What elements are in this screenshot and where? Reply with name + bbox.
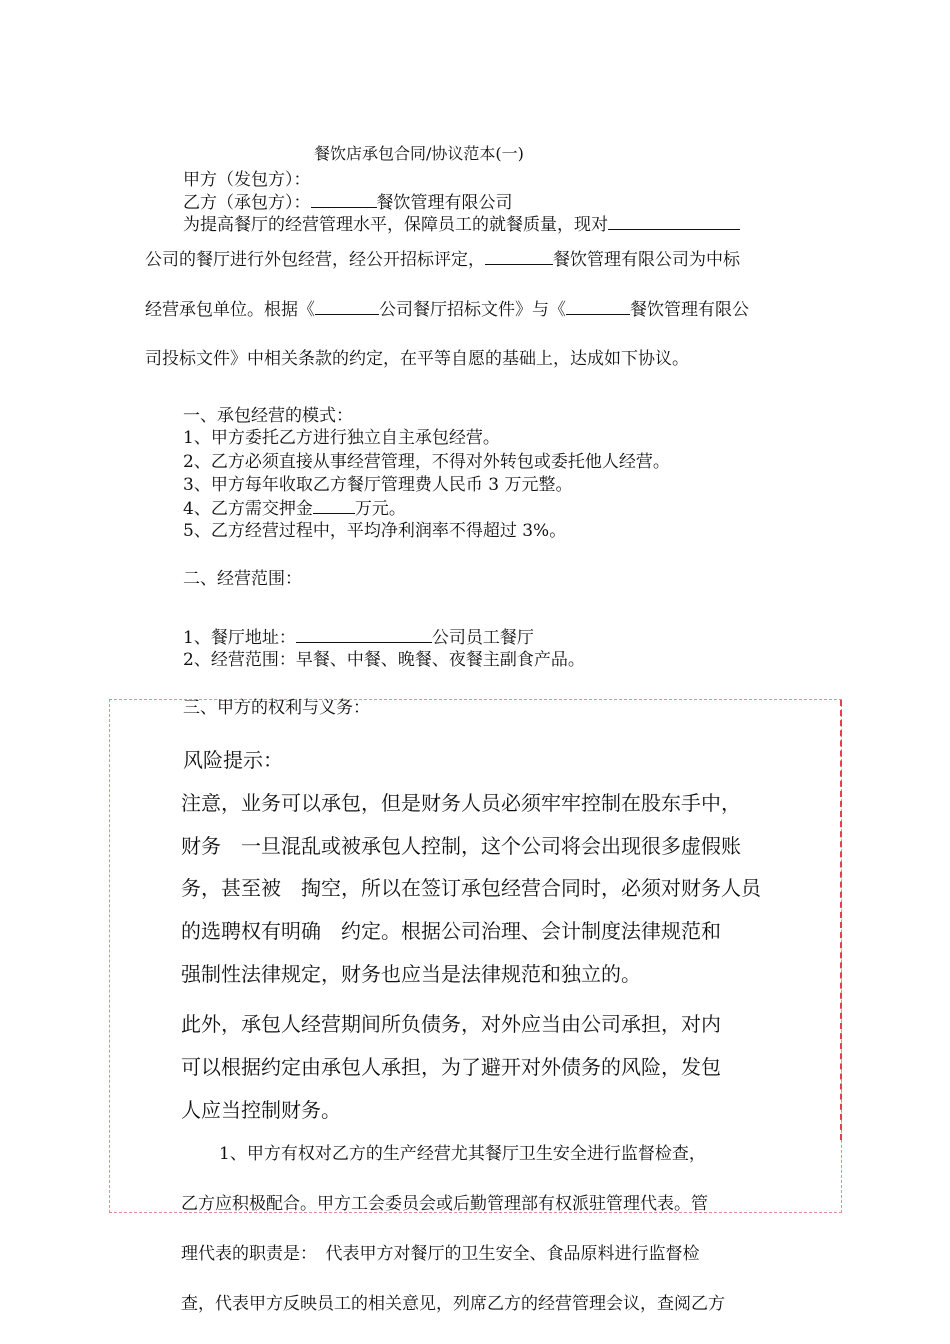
section-2-item-1 xyxy=(183,626,534,649)
section-1-item-4 xyxy=(183,497,406,520)
intro-blank-2 xyxy=(485,248,553,265)
section-2-heading: 二、经营范围： xyxy=(183,569,302,589)
risk-tip-box xyxy=(109,699,842,1213)
risk-box-right-border xyxy=(840,700,842,1140)
party-b-blank xyxy=(311,191,377,208)
risk-p2-line-1: 此外，承包人经营期间所负债务，对外应当由公司承担，对内 xyxy=(181,1012,721,1036)
party-b-prefix: 乙方（承包方）： xyxy=(183,193,311,213)
address-suffix: 公司员工餐厅 xyxy=(431,628,534,648)
party-b-line xyxy=(183,191,513,214)
document-title: 餐饮店承包合同/协议范本(一) xyxy=(314,144,524,163)
intro-line-4: 司投标文件》中相关条款的约定，在平等自愿的基础上，达成如下协议。 xyxy=(145,349,689,369)
risk-p1-line-1: 注意，业务可以承包，但是财务人员必须牢牢控制在股东手中， xyxy=(181,791,741,815)
risk-p1-line-4: 的选聘权有明确 约定。根据公司治理、会计制度法律规范和 xyxy=(181,919,721,943)
section-1-item-2: 2、乙方必须直接从事经营管理，不得对外转包或委托他人经营。 xyxy=(183,452,670,472)
intro-text-3b: 公司餐厅招标文件》与《 xyxy=(379,300,566,320)
clause-1-line-4: 查，代表甲方反映员工的相关意见，列席乙方的经营管理会议，查阅乙方 xyxy=(181,1294,725,1314)
risk-p1-line-3: 务，甚至被 掏空，所以在签订承包经营合同时，必须对财务人员 xyxy=(181,876,761,900)
intro-text-2b: 餐饮管理有限公司为中标 xyxy=(553,250,740,270)
section-3-heading: 三、甲方的权利与义务： xyxy=(183,698,370,718)
clause-1-line-2: 乙方应积极配合。甲方工会委员会或后勤管理部有权派驻管理代表。管 xyxy=(181,1194,708,1214)
item-4-text-b: 万元。 xyxy=(354,499,406,519)
risk-p2-line-2: 可以根据约定由承包人承担，为了避开对外债务的风险，发包 xyxy=(181,1055,721,1079)
intro-text-2a: 公司的餐厅进行外包经营，经公开招标评定， xyxy=(145,250,485,270)
section-2-item-2: 2、经营范围：早餐、中餐、晚餐、夜餐主副食产品。 xyxy=(183,650,585,670)
risk-heading: 风险提示： xyxy=(183,748,283,772)
party-b-suffix: 餐饮管理有限公司 xyxy=(376,193,513,213)
risk-p1-line-2: 财务 一旦混乱或被承包人控制，这个公司将会出现很多虚假账 xyxy=(181,834,741,858)
section-1-item-1: 1、甲方委托乙方进行独立自主承包经营。 xyxy=(183,428,500,448)
section-1-item-3: 3、甲方每年收取乙方餐厅管理费人民币 3 万元整。 xyxy=(183,475,573,495)
intro-line-1 xyxy=(183,213,740,236)
intro-text-1: 为提高餐厅的经营管理水平，保障员工的就餐质量，现对 xyxy=(183,215,608,235)
risk-p1-line-5: 强制性法律规定，财务也应当是法律规范和独立的。 xyxy=(181,962,641,986)
address-label: 1、餐厅地址： xyxy=(183,628,296,648)
clause-1-line-1: 1、甲方有权对乙方的生产经营尤其餐厅卫生安全进行监督检查， xyxy=(219,1144,706,1164)
section-1-heading: 一、承包经营的模式： xyxy=(183,406,353,426)
section-1-item-5: 5、乙方经营过程中，平均净利润率不得超过 3%。 xyxy=(183,521,567,541)
intro-line-3 xyxy=(145,298,749,321)
risk-p2-line-3: 人应当控制财务。 xyxy=(181,1098,341,1122)
clause-1-line-3: 理代表的职责是： 代表甲方对餐厅的卫生安全、食品原料进行监督检 xyxy=(181,1244,700,1264)
intro-blank-1 xyxy=(608,213,740,230)
deposit-blank xyxy=(313,497,355,514)
intro-line-2 xyxy=(145,248,740,271)
address-blank xyxy=(296,626,432,643)
intro-text-3a: 经营承包单位。根据《 xyxy=(145,300,315,320)
intro-blank-3a xyxy=(315,298,379,315)
intro-blank-3b xyxy=(566,298,630,315)
party-a-line: 甲方（发包方）： xyxy=(183,170,311,190)
item-4-text-a: 4、乙方需交押金 xyxy=(183,499,313,519)
intro-text-3c: 餐饮管理有限公 xyxy=(630,300,749,320)
